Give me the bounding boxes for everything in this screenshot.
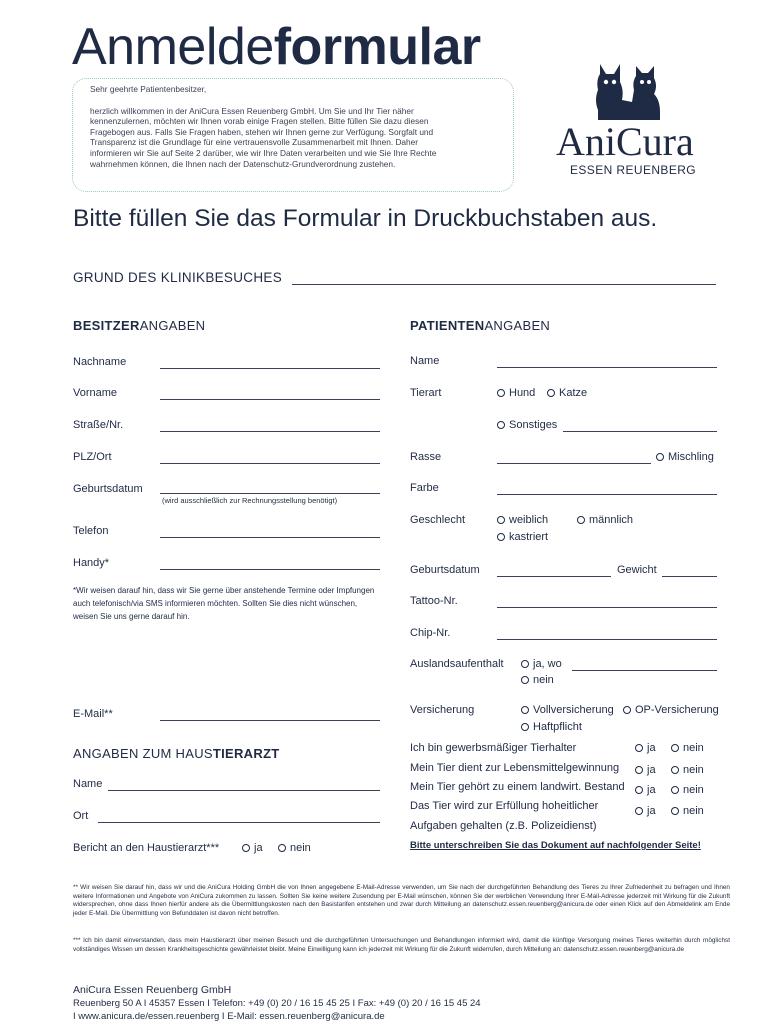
radio-circle-icon (623, 706, 631, 714)
owner-zip-city-label: PLZ/Ort (73, 451, 112, 463)
question-official-yes[interactable]: ja (635, 805, 656, 817)
radio-circle-icon (671, 766, 679, 774)
species-other-option[interactable]: Sonstiges (497, 419, 557, 431)
owner-street-field[interactable] (160, 431, 380, 432)
question-food-yes[interactable]: ja (635, 764, 656, 776)
patient-birthdate-label: Geburtsdatum (410, 564, 480, 576)
insurance-liability-option[interactable]: Haftpflicht (521, 721, 582, 733)
radio-circle-icon (635, 744, 643, 752)
abroad-where-field[interactable] (572, 670, 717, 671)
patient-tattoo-label: Tattoo-Nr. (410, 595, 458, 607)
question-commercial-label: Ich bin gewerbsmäßiger Tierhalter (410, 742, 577, 754)
patient-birthdate-field[interactable] (497, 576, 611, 577)
vet-footnote: *** Ich bin damit einverstanden, dass mein Haustierarzt über meinen Besuch und die durchgeführten Untersuchungen und Behandlungen informiert wird, damit die künftige Versorgung meines Tieres weiterhin durch möglichst vollständiges Wissen um dessen Krankheitsgeschichte gewährleistet bleibt. Meine Einwilligung kann ich jederzeit mit Wirkung für die Zukunft widerrufen, durch Mitteilung an: datenschutz.essen.reuenberg@anicura.de (73, 937, 730, 953)
patient-species-label: Tierart (410, 387, 442, 399)
patient-breed-field[interactable] (497, 463, 651, 464)
patient-weight-label: Gewicht (617, 564, 657, 576)
patient-name-label: Name (410, 355, 440, 367)
title-light: Anmelde (72, 18, 274, 76)
logo-subtitle: ESSEN REUENBERG (570, 163, 697, 177)
neutered-option[interactable]: kastriert (497, 531, 548, 543)
owner-birthdate-label: Geburtsdatum (73, 483, 143, 495)
question-farm-no[interactable]: nein (671, 784, 704, 796)
vet-report-yes-option[interactable]: ja (242, 842, 263, 854)
patient-section-heading: PATIENTENANGABEN (410, 318, 551, 333)
insurance-full-option[interactable]: Vollversicherung (521, 704, 614, 716)
company-address: Reuenberg 50 A I 45357 Essen I Telefon: +49 (0) 20 / 16 15 45 25 I Fax: +49 (0) 20 / 16 15 45 24 (73, 998, 481, 1009)
mobile-note: *Wir weisen darauf hin, dass wir Sie gerne über anstehende Termine oder Impfungen auch telefonisch/via SMS informieren möchten. Sollten Sie dies nicht wünschen, weisen Sie uns gerne darauf hin. (73, 586, 375, 621)
radio-circle-icon (635, 786, 643, 794)
patient-chip-label: Chip-Nr. (410, 627, 451, 639)
abroad-no-option[interactable]: nein (521, 674, 554, 686)
patient-abroad-label: Auslandsaufenthalt (410, 658, 504, 670)
question-food-no[interactable]: nein (671, 764, 704, 776)
sign-notice: Bitte unterschreiben Sie das Dokument auf nachfolgender Seite! (410, 840, 701, 851)
company-name: AniCura Essen Reuenberg GmbH (73, 984, 232, 996)
question-commercial-yes[interactable]: ja (635, 742, 656, 754)
patient-chip-field[interactable] (497, 639, 717, 640)
radio-circle-icon (577, 516, 585, 524)
owner-street-label: Straße/Nr. (73, 419, 124, 431)
question-official-no[interactable]: nein (671, 805, 704, 817)
vet-name-label: Name (73, 778, 103, 790)
question-official-label: Das Tier wird zur Erfüllung hoheitlicher (410, 800, 599, 812)
insurance-op-option[interactable]: OP-Versicherung (623, 704, 719, 716)
radio-circle-icon (521, 676, 529, 684)
question-food-label: Mein Tier dient zur Lebensmittelgewinnung (410, 762, 620, 774)
intro-text-block (90, 84, 445, 180)
patient-breed-label: Rasse (410, 451, 442, 463)
logo-brand: AniCura (556, 119, 694, 164)
patient-color-label: Farbe (410, 482, 439, 494)
radio-circle-icon (497, 533, 505, 541)
radio-circle-icon (278, 844, 286, 852)
sex-male-option[interactable]: männlich (577, 514, 633, 526)
breed-mixed-option[interactable]: Mischling (656, 451, 714, 463)
radio-circle-icon (671, 786, 679, 794)
patient-insurance-label: Versicherung (410, 704, 475, 716)
sex-female-option[interactable]: weiblich (497, 514, 548, 526)
question-farm-label: Mein Tier gehört zu einem landwirt. Bestand (410, 781, 625, 793)
owner-birthdate-field[interactable] (160, 493, 380, 494)
intro-greeting: Sehr geehrte Patientenbesitzer, (90, 84, 207, 94)
species-other-field[interactable] (563, 431, 717, 432)
owner-mobile-field[interactable] (160, 569, 380, 570)
visit-reason-label: GRUND DES KLINIKBESUCHES (73, 270, 282, 285)
radio-circle-icon (497, 389, 505, 397)
cat-dog-logo-icon (592, 60, 664, 122)
owner-firstname-label: Vorname (73, 387, 118, 399)
species-dog-option[interactable]: Hund (497, 387, 535, 399)
abroad-yes-option[interactable]: ja, wo (521, 658, 562, 670)
radio-circle-icon (635, 766, 643, 774)
question-farm-yes[interactable]: ja (635, 784, 656, 796)
visit-reason-field[interactable] (292, 284, 716, 285)
owner-section-heading: BESITZERANGABEN (73, 318, 206, 333)
radio-circle-icon (521, 706, 529, 714)
owner-lastname-field[interactable] (160, 368, 380, 369)
owner-email-label: E-Mail** (73, 708, 113, 720)
form-title (72, 18, 481, 76)
owner-phone-field[interactable] (160, 537, 380, 538)
patient-sex-label: Geschlecht (410, 514, 466, 526)
owner-firstname-field[interactable] (160, 399, 380, 400)
vet-name-field[interactable] (108, 790, 380, 791)
patient-tattoo-field[interactable] (497, 607, 717, 608)
vet-report-label: Bericht an den Haustierarzt*** (73, 842, 220, 854)
patient-weight-field[interactable] (662, 576, 717, 577)
instruction-heading: Bitte füllen Sie das Formular in Druckbuchstaben aus. (73, 205, 658, 232)
owner-email-field[interactable] (160, 720, 380, 721)
company-web-email: I www.anicura.de/essen.reuenberg I E-Mail: essen.reuenberg@anicura.de (73, 1011, 385, 1022)
radio-circle-icon (521, 660, 529, 668)
question-official-label-cont: Aufgaben gehalten (z.B. Polizeidienst) (410, 820, 597, 832)
radio-circle-icon (671, 807, 679, 815)
owner-zip-city-field[interactable] (160, 463, 380, 464)
owner-mobile-label: Handy* (73, 557, 110, 569)
vet-place-field[interactable] (98, 822, 380, 823)
species-cat-option[interactable]: Katze (547, 387, 587, 399)
patient-color-field[interactable] (497, 494, 717, 495)
title-bold: formular (273, 18, 481, 76)
radio-circle-icon (671, 744, 679, 752)
owner-phone-label: Telefon (73, 525, 109, 537)
vet-section-heading: ANGABEN ZUM HAUSTIERARZT (73, 746, 280, 761)
email-footnote: ** Wir weisen Sie darauf hin, dass wir und die AniCura Holding GmbH die von Ihnen angegebene E-Mail-Adresse verwenden, um Sie nach der durchgeführten Behandlung des Tieres zu Ihrer Zufriedenheit zu befragen und Ihnen weitere Informationen und Angebote von AniCura zukommen zu lassen. Sollten Sie keine weitere Zusendung per E-Mail wünschen, können Sie der werblichen Verwendung Ihrer E-Mail-Adresse jederzeit mit Wirkung für die Zukunft widersprechen, ohne dass Ihnen hierfür andere als die Übermittlungskosten nach den Basistarifen entstehen und zwar durch Mitteilung an datenschutz.essen.reuenberg@anicura.de oder einen Klick auf den Abmeldelink am Ende jeder E-Mail. Die Übermittlung von Befunddaten ist davon nicht betroffen. (73, 884, 730, 917)
patient-name-field[interactable] (497, 367, 717, 368)
vet-place-label: Ort (73, 810, 89, 822)
radio-circle-icon (635, 807, 643, 815)
radio-circle-icon (497, 516, 505, 524)
radio-circle-icon (521, 723, 529, 731)
radio-circle-icon (242, 844, 250, 852)
question-commercial-no[interactable]: nein (671, 742, 704, 754)
vet-report-no-option[interactable]: nein (278, 842, 311, 854)
intro-paragraph: herzlich willkommen in der AniCura Essen Reuenberg GmbH. Um Sie und Ihr Tier näher kennenzulernen, möchten wir Ihnen vorab einige Fragen stellen. Bitte füllen Sie dazu diesen Fragebogen aus. Falls Sie Fragen haben, stehen wir Ihnen gerne zur Verfügung. Sorgfalt und Transparenz ist die Grundlage für eine vertrauensvolle Zusammenarbeit mit Ihnen. Daher informieren wir Sie auf Seite 2 darüber, wie wir Ihre Daten verarbeiten und wie Sie Ihre Rechte wahrnehmen können, die Ihnen nach der Datenschutz-Grundverordnung zustehen. (90, 105, 437, 169)
owner-birthdate-hint: (wird ausschließlich zur Rechnungsstellung benötigt) (162, 496, 338, 505)
owner-lastname-label: Nachname (73, 356, 127, 368)
radio-circle-icon (547, 389, 555, 397)
radio-circle-icon (656, 453, 664, 461)
radio-circle-icon (497, 421, 505, 429)
